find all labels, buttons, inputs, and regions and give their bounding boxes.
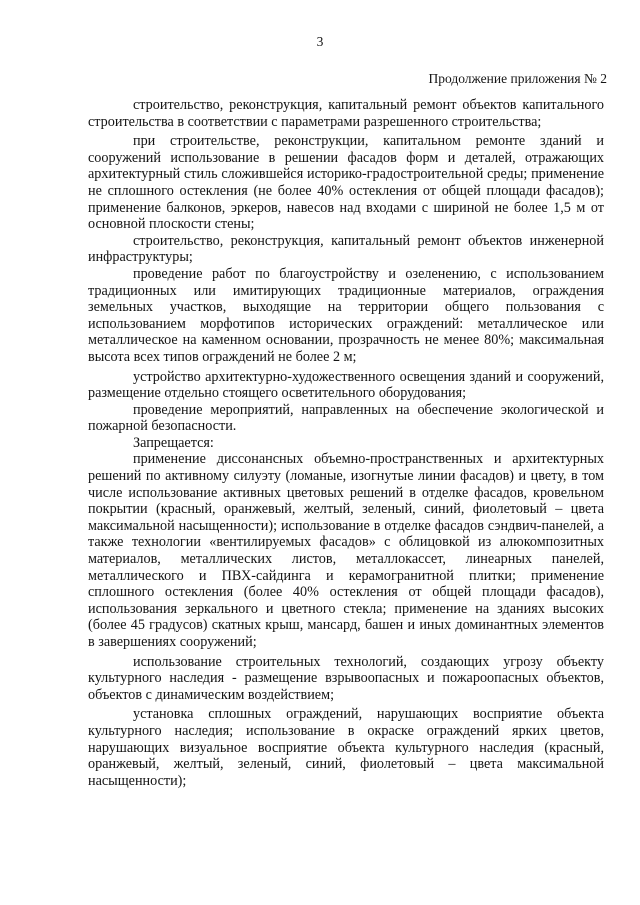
paragraph: строительство, реконструкция, капитальный ремонт объектов капитального строительства в соответствии с параметрами разрешенного строительства; <box>88 97 604 130</box>
paragraph: строительство, реконструкция, капитальный ремонт объектов инженерной инфраструктуры; <box>88 232 604 266</box>
paragraph: при строительстве, реконструкции, капитальном ремонте зданий и сооружений использование в решении фасадов форм и деталей, отражающих архитектурный стиль сложившейся историко-градостроительной среды; применение не сплошного остекления (не более 40% остекления от общей площади фасадов); применение балконов, эркеров, навесов над входами с шириной не более 1,5 м от основной плоскости стены; <box>88 133 604 233</box>
paragraph: проведение работ по благоустройству и озеленению, с использованием традиционных или имитирующих традиционные материалов, ограждения земельных участков, выходящие на территории общего пользования с использованием морфотипов исторических ограждений: металлическое или металлическое на каменном основании, прозрачность не менее 80%; максимальная высота всех типов ограждений не более 2 м; <box>88 265 604 365</box>
paragraph: установка сплошных ограждений, нарушающих восприятие объекта культурного наследия; использование в окраске ограждений ярких цветов, нарушающих визуальное восприятие объекта культурного наследия (красный, оранжевый, желтый, зеленый, синий, фиолетовый – цвета максимальной насыщенности); <box>88 706 604 789</box>
paragraph: проведение мероприятий, направленных на обеспечение экологической и пожарной безопасности. <box>88 401 604 435</box>
running-head: Продолжение приложения № 2 <box>428 71 607 86</box>
section-heading: Запрещается: <box>133 434 214 451</box>
paragraph: применение диссонансных объемно-пространственных и архитектурных решений по активному силуэту (ломаные, изогнутые линии фасадов) и цвету, в том числе использование активных цветовых решений в отделке фасадов, кровельном покрытии (красный, оранжевый, желтый, зеленый, синий, фиолетовый – цвета максимальной насыщенности); использование в отделке фасадов сэндвич-панелей, а также технологии «вентилируемых фасадов» с облицовкой из алюкомпозитных материалов, металлических листов, металлокассет, линеарных панелей, металлического и ПВХ-сайдинга и керамогранитной плитки; применение сплошного остекления (более 40% остекления от общей площади фасадов), использования зеркального и цветного стекла; применение на зданиях высоких (более 45 градусов) скатных крыш, мансард, башен и иных доминантных элементов в завершениях сооружений; <box>88 451 604 650</box>
paragraph: использование строительных технологий, создающих угрозу объекту культурного наследия - размещение взрывоопасных и пожароопасных объектов, объектов с динамическим воздействием; <box>88 653 604 703</box>
paragraph: устройство архитектурно-художественного освещения зданий и сооружений, размещение отдельно стоящего осветительного оборудования; <box>88 368 604 402</box>
body-text <box>88 97 604 789</box>
page-number: 3 <box>316 34 324 49</box>
